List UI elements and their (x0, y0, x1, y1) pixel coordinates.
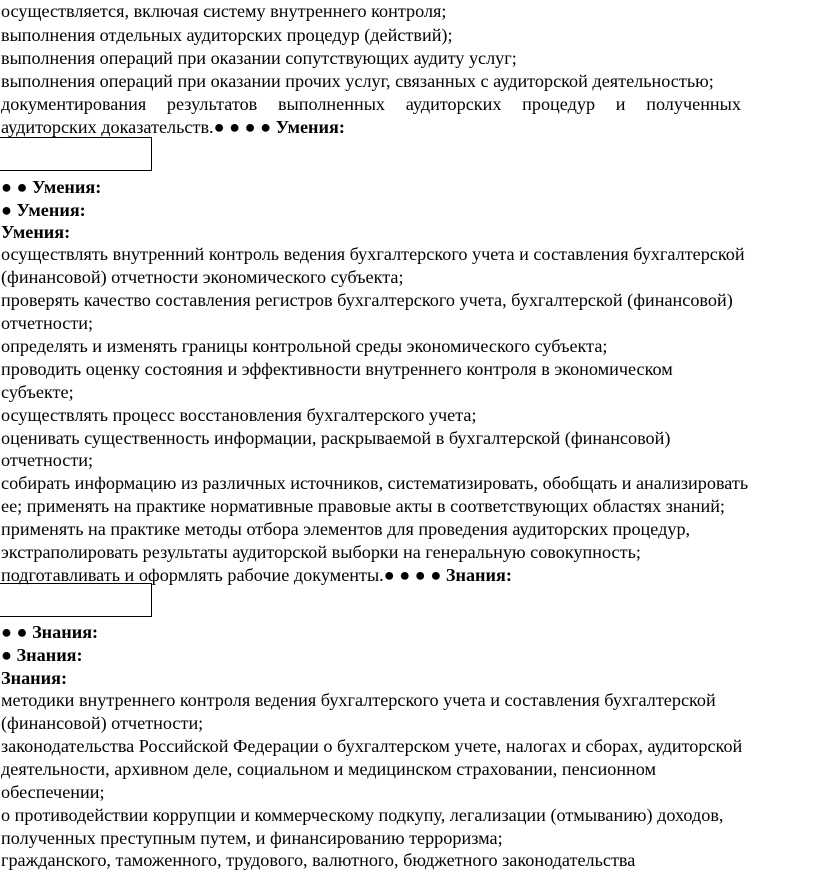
word: документирования (1, 94, 147, 114)
text-line: экстраполировать результаты аудиторской выборки на генеральную совокупность; (1, 542, 641, 562)
line-text: аудиторских доказательств. (1, 117, 214, 137)
text-line: осуществлять процесс восстановления бухгалтерского учета; (1, 405, 477, 425)
section-heading: Знания: (16, 645, 83, 665)
heading-line (1, 176, 101, 199)
word: выполненных (277, 94, 386, 114)
text-line (1, 116, 345, 139)
text-line: (финансовой) отчетности экономического субъекта; (1, 267, 404, 287)
word: результатов (166, 94, 258, 114)
text-line: субъекте; (1, 382, 74, 402)
line-text: подготавливать и оформлять рабочие документы. (1, 565, 384, 585)
bullet-marks: ● (1, 645, 12, 665)
text-line: осуществлять внутренний контроль ведения бухгалтерского учета и составления бухгалтерской (1, 244, 745, 264)
word: процедур (522, 94, 596, 114)
section-heading: Умения: (275, 117, 345, 137)
text-line: выполнения операций при оказании прочих услуг, связанных с аудиторской деятельностью; (1, 71, 714, 91)
text-line: применять на практике методы отбора элементов для проведения аудиторских процедур, (1, 519, 691, 539)
section-heading: Знания: (445, 565, 512, 585)
heading-line (1, 199, 86, 222)
bullet-marks: ● ● ● ● (383, 565, 442, 585)
section-heading: Знания: (32, 622, 99, 642)
text-line: (финансовой) отчетности; (1, 713, 204, 733)
text-line: собирать информацию из различных источников, систематизировать, обобщать и анализировать (1, 473, 749, 493)
word: полученных (646, 94, 741, 114)
heading-line (1, 621, 98, 644)
section-heading: Умения: (16, 200, 86, 220)
section-heading: Знания: (1, 668, 68, 688)
justified-line (1, 93, 741, 116)
bullet-marks: ● ● ● ● (213, 117, 272, 137)
text-line: выполнения отдельных аудиторских процедур (действий); (1, 25, 453, 45)
text-line: полученных преступным путем, и финансированию терроризма; (1, 828, 503, 848)
bullet-marks: ● ● (1, 622, 28, 642)
text-line: гражданского, таможенного, трудового, валютного, бюджетного законодательства (1, 850, 636, 870)
text-line: отчетности; (1, 450, 94, 470)
heading-line (1, 644, 83, 667)
empty-table-cell (0, 137, 152, 171)
text-line: определять и изменять границы контрольной среды экономического субъекта; (1, 336, 608, 356)
text-line: обеспечении; (1, 782, 105, 802)
bullet-marks: ● (1, 200, 12, 220)
word: и (615, 94, 626, 114)
empty-table-cell (0, 583, 152, 617)
section-heading: Умения: (1, 222, 71, 242)
text-line: проверять качество составления регистров бухгалтерского учета, бухгалтерской (финансовой) (1, 290, 733, 310)
bullet-marks: ● ● (1, 177, 28, 197)
text-line: деятельности, архивном деле, социальном и медицинском страховании, пенсионном (1, 759, 657, 779)
text-line: оценивать существенность информации, раскрываемой в бухгалтерской (финансовой) (1, 428, 671, 448)
text-line: проводить оценку состояния и эффективности внутреннего контроля в экономическом (1, 359, 673, 379)
text-line: о противодействии коррупции и коммерческому подкупу, легализации (отмыванию) доходов, (1, 805, 724, 825)
text-line: отчетности; (1, 313, 94, 333)
text-line: методики внутреннего контроля ведения бухгалтерского учета и составления бухгалтерской (1, 690, 716, 710)
text-line: выполнения операций при оказании сопутствующих аудиту услуг; (1, 48, 517, 68)
text-line: осуществляется, включая систему внутреннего контроля; (1, 1, 447, 21)
text-line: ее; применять на практике нормативные правовые акты в соответствующих областях знаний; (1, 496, 725, 516)
word: аудиторских (405, 94, 502, 114)
section-heading: Умения: (32, 177, 102, 197)
text-line: законодательства Российской Федерации о бухгалтерском учете, налогах и сборах, аудиторской (1, 736, 743, 756)
